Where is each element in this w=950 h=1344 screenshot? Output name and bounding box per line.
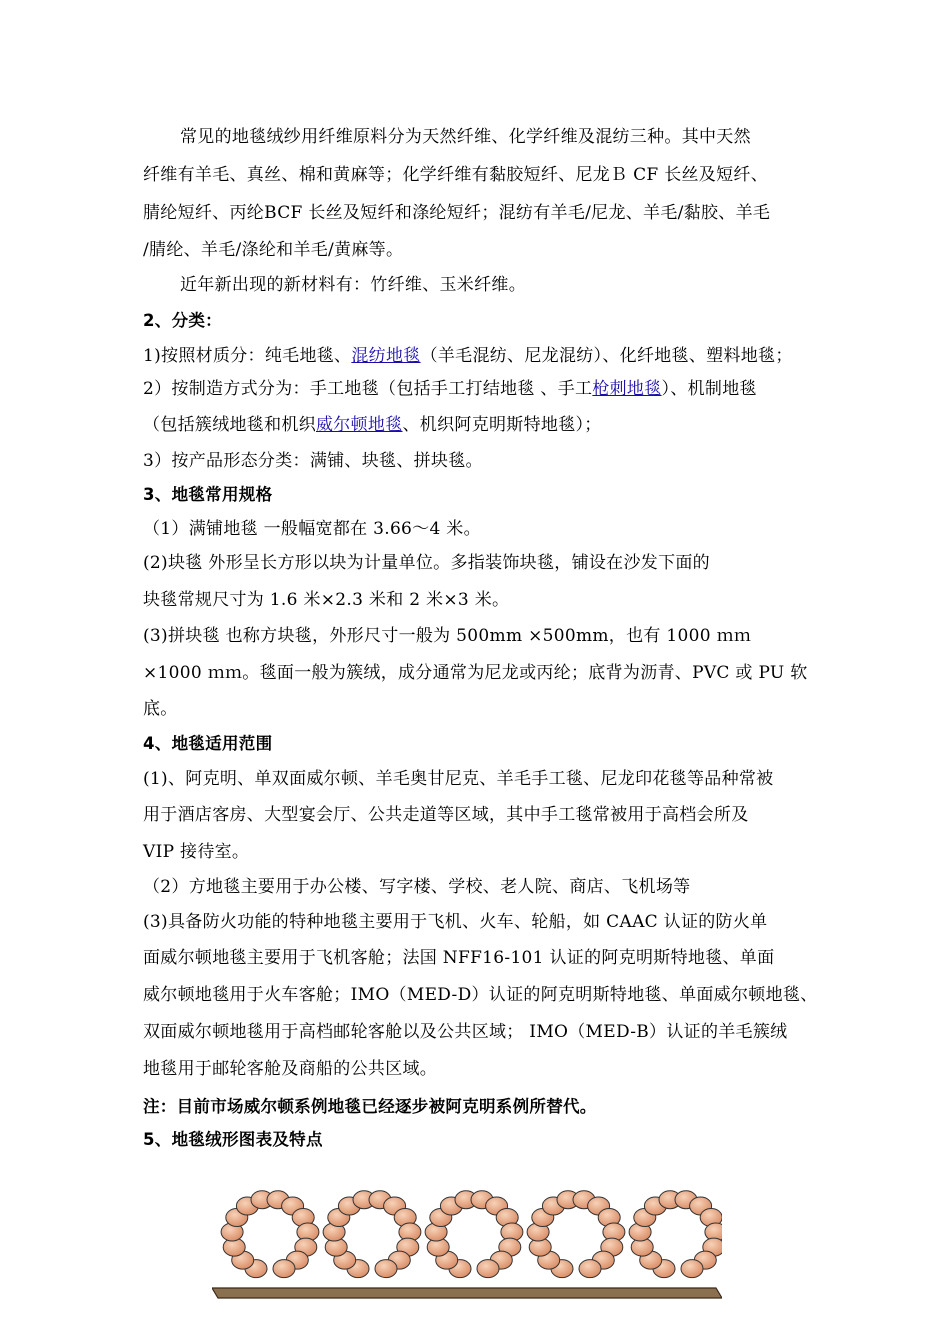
pile-loops — [221, 1191, 722, 1278]
pile-loop — [629, 1191, 722, 1278]
carpet-pile-diagram — [212, 1180, 722, 1300]
pile-loop — [221, 1191, 319, 1278]
fiber-bead — [375, 1260, 397, 1278]
fiber-bead — [579, 1260, 601, 1278]
item-2-text-a: 2）按制造方式分为：手工地毯（包括手工打结地毯 、手工 — [143, 379, 593, 399]
section-3-heading: 3、地毯常用规格 — [143, 485, 273, 504]
spec-line-4: (3)拼块毯 也称方块毯，外形尺寸一般为 500mm ×500mm，也有 1000 ｍｍ — [143, 626, 752, 646]
pile-loop — [425, 1191, 523, 1278]
section-2-heading: 2、分类： — [143, 311, 222, 330]
note-text: 注：目前市场威尔顿系例地毯已经逐步被阿克明系例所替代。 — [143, 1097, 597, 1116]
intro-line-4: /腈纶、羊毛/涤纶和羊毛/黄麻等。 — [143, 240, 404, 260]
carpet-backing — [212, 1288, 722, 1298]
spec-line-6: 底。 — [143, 699, 178, 719]
intro-line-2: 纤维有羊毛、真丝、棉和黄麻等；化学纤维有黏胶短纤、尼龙Ｂ CF 长丝及短纤、 — [143, 165, 769, 185]
usage-line-7: 威尔顿地毯用于火车客舱；IMO（MED-D）认证的阿克明斯特地毯、单面威尔顿地毯、 — [143, 985, 818, 1005]
pile-loop — [527, 1191, 625, 1278]
wilton-carpet-link[interactable]: 威尔顿地毯 — [316, 415, 403, 435]
fiber-bead — [681, 1260, 703, 1278]
intro-line-1: 常见的地毯绒纱用纤维原料分为天然纤维、化学纤维及混纺三种。其中天然 — [180, 127, 751, 147]
usage-line-2: 用于酒店客房、大型宴会厅、公共走道等区域，其中手工毯常被用于高档会所及 — [143, 805, 749, 825]
classification-item-2-cont — [143, 415, 602, 435]
usage-line-3: VIP 接待室。 — [143, 842, 250, 862]
section-4-heading: 4、地毯适用范围 — [143, 734, 273, 753]
classification-item-2 — [143, 379, 757, 399]
item-2-text-b: ）、机制地毯 — [661, 379, 757, 399]
usage-line-8: 双面威尔顿地毯用于高档邮轮客舱以及公共区域； IMO（MED-B）认证的羊毛簇绒 — [143, 1022, 788, 1042]
usage-line-9: 地毯用于邮轮客舱及商船的公共区域。 — [143, 1059, 438, 1079]
usage-line-5: (3)具备防火功能的特种地毯主要用于飞机、火车、轮船，如 CAAC 认证的防火单 — [143, 912, 768, 932]
classification-item-3: 3）按产品形态分类：满铺、块毯、拼块毯。 — [143, 451, 483, 471]
tufting-gun-carpet-link[interactable]: 枪刺地毯 — [592, 379, 662, 399]
spec-line-3: 块毯常规尺寸为 1.6 米×2.3 米和 2 米×3 米。 — [143, 590, 510, 610]
section-5-heading: 5、地毯绒形图表及特点 — [143, 1130, 323, 1149]
intro-line-3: 腈纶短纤、丙纶BCF 长丝及短纤和涤纶短纤；混纺有羊毛/尼龙、羊毛/黏胶、羊毛 — [143, 203, 771, 223]
usage-line-1: (1)、阿克明、单双面威尔顿、羊毛奥甘尼克、羊毛手工毯、尼龙印花毯等品种常被 — [143, 769, 774, 789]
spec-line-2: (2)块毯 外形呈长方形以块为计量单位。多指装饰块毯，铺设在沙发下面的 — [143, 553, 710, 573]
usage-line-6: 面威尔顿地毯主要用于飞机客舱；法国 NFF16-101 认证的阿克明斯特地毯、单面 — [143, 948, 775, 968]
fiber-bead — [477, 1260, 499, 1278]
usage-line-4: （2）方地毯主要用于办公楼、写字楼、学校、老人院、商店、飞机场等 — [143, 877, 691, 897]
item-2-text-c: （包括簇绒地毯和机织 — [143, 415, 316, 435]
fiber-bead — [273, 1260, 295, 1278]
pile-loop — [323, 1191, 421, 1278]
intro-paragraph-2: 近年新出现的新材料有：竹纤维、玉米纤维。 — [180, 275, 526, 295]
item-1-text-b: （羊毛混纺、尼龙混纺）、化纤地毯、塑料地毯； — [420, 346, 793, 366]
blended-carpet-link[interactable]: 混纺地毯 — [351, 346, 421, 366]
item-1-text-a: 1)按照材质分：纯毛地毯、 — [143, 346, 352, 366]
item-2-text-d: 、机织阿克明斯特地毯）； — [402, 415, 602, 435]
classification-item-1 — [143, 346, 793, 366]
spec-line-1: （1）满铺地毯 一般幅宽都在 3.66～4 米。 — [143, 519, 481, 539]
spec-line-5: ×1000 ｍｍ。毯面一般为簇绒，成分通常为尼龙或丙纶；底背为沥青、PVC 或 PU 软 — [143, 663, 808, 683]
